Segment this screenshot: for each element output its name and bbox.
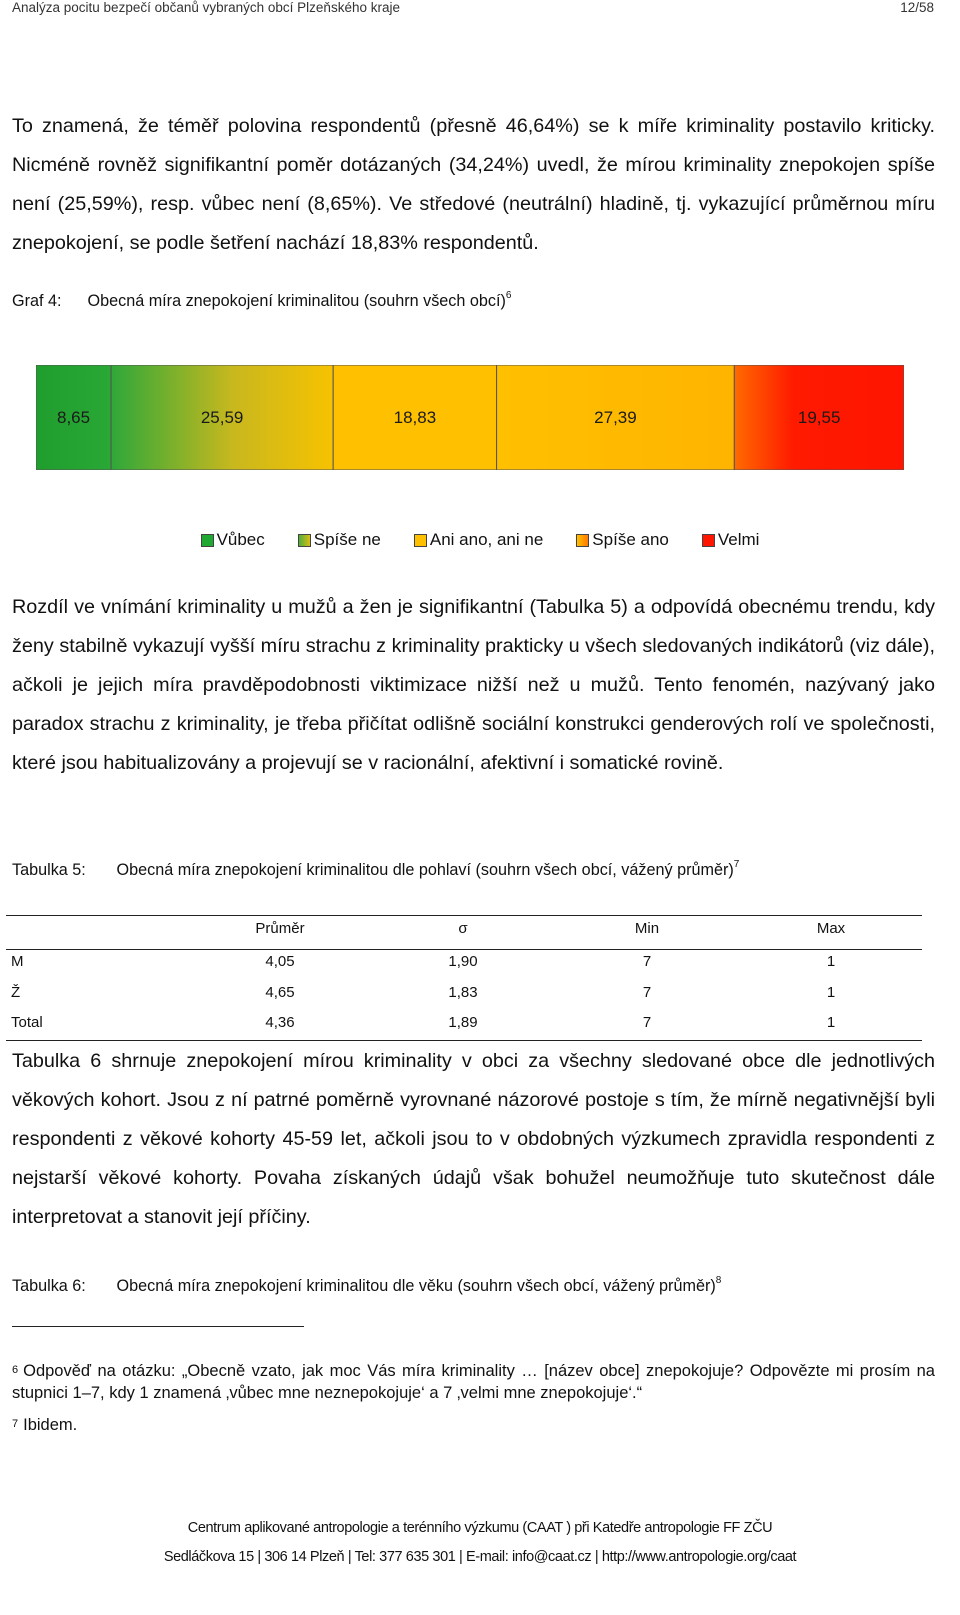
- graph-caption-note: 6: [505, 290, 512, 301]
- table-cell: 1: [826, 984, 836, 1001]
- legend-swatch: [414, 534, 427, 547]
- table5-header-min: Min: [634, 920, 660, 937]
- footnote-text: Odpověď na otázku: „Obecně vzato, jak moc Vás míra kriminality … [název obce] znepokojuje? Odpovězte mi prosím na stupnici 1–7, kdy 1 znamená ‚vůbec mne neznepokojuje‘ a 7 ‚velmi mne znepokojuje‘.“: [12, 1362, 935, 1402]
- footnote-number: 6: [12, 1364, 19, 1376]
- legend-label: Spíše ne: [313, 530, 381, 549]
- table-cell: 1: [826, 953, 836, 970]
- table5-caption: [12, 861, 739, 880]
- bar-value-label: 25,59: [200, 407, 244, 427]
- table5-caption-text: Obecná míra znepokojení kriminalitou dle pohlaví (souhrn všech obcí, vážený průměr): [116, 861, 734, 879]
- table-cell: 4,36: [265, 1014, 295, 1031]
- chart-legend: [0, 530, 960, 550]
- table-top-rule: [6, 915, 922, 916]
- legend-item: [201, 530, 265, 550]
- running-header-title: Analýza pocitu bezpečí občanů vybraných obcí Plzeňského kraje: [12, 0, 400, 15]
- table5-header-max: Max: [816, 920, 846, 937]
- paragraph-age-cohorts: Tabulka 6 shrnuje znepokojení mírou kriminality v obci za všechny sledované obce dle jednotlivých věkových kohort. Jsou z ní patrné poměrně vyrovnané názorové postoje s tím, že mírně negativnější byli respondenti z věkové kohorty 45-59 let, ačkoli jsou to v obdobných výzkumech zpravidla respondenti z nejstarší věkové kohorty. Povaha získaných údajů však bohužel neumožňuje tuto skutečnost dále interpretovat a stanovit její příčiny.: [12, 1050, 935, 1228]
- page-number: 12/58: [900, 0, 934, 15]
- table-cell: 1: [826, 1014, 836, 1031]
- footer-institution: Centrum aplikované antropologie a terénního výzkumu (CAAT ) při Katedře antropologie FF ZČU: [187, 1520, 773, 1536]
- table6-caption-label: Tabulka 6:: [12, 1277, 86, 1295]
- legend-item: [702, 530, 760, 550]
- table5-caption-label: Tabulka 5:: [12, 861, 86, 879]
- bar-value-label: 19,55: [797, 407, 841, 427]
- graph-caption-text: Obecná míra znepokojení kriminalitou (souhrn všech obcí): [87, 292, 506, 310]
- table-cell: 7: [642, 984, 652, 1001]
- bar-value-label: 8,65: [56, 407, 91, 427]
- legend-label: Velmi: [717, 530, 760, 549]
- legend-swatch: [576, 534, 589, 547]
- footnote-7: [12, 1414, 935, 1436]
- legend-item: [298, 530, 381, 550]
- table5: [6, 909, 922, 1049]
- table6-caption: [12, 1277, 721, 1296]
- table5-header-prumer: Průměr: [255, 920, 305, 937]
- legend-label: Ani ano, ani ne: [429, 530, 544, 549]
- footnote-number: 7: [12, 1418, 19, 1430]
- paragraph-intro: To znamená, že téměř polovina respondentů (přesně 46,64%) se k míře kriminality postavilo kriticky. Nicméně rovněž signifikantní poměr dotázaných (34,24%) uvedl, že mírou kriminality znepokojen spíše není (25,59%), resp. vůbec není (8,65%). Ve středové (neutrální) hladině, tj. vykazující průměrnou míru znepokojení, se podle šetření nachází 18,83% respondentů.: [12, 115, 935, 254]
- footnote-6: [12, 1360, 935, 1404]
- bar-value-label: 27,39: [594, 407, 637, 427]
- table-cell: 4,65: [265, 984, 295, 1001]
- footer-contact: Sedláčkova 15 | 306 14 Plzeň | Tel: 377 635 301 | E-mail: info@caat.cz | http://www.antropologie.org/caat: [163, 1549, 797, 1565]
- legend-label: Vůbec: [216, 530, 265, 549]
- bar-value-label: 18,83: [393, 407, 437, 427]
- table5-caption-note: 7: [733, 859, 740, 870]
- table-cell: 1,83: [448, 984, 478, 1001]
- table-row-label: Total: [11, 1014, 43, 1031]
- footnote-separator: [12, 1326, 304, 1327]
- table-cell: 7: [642, 953, 652, 970]
- table-cell: 4,05: [265, 953, 295, 970]
- legend-swatch: [201, 534, 214, 547]
- table6-caption-note: 8: [715, 1275, 722, 1286]
- graph-caption: [12, 292, 511, 311]
- table-header-rule: [6, 949, 922, 950]
- legend-item: [414, 530, 543, 550]
- graph-caption-label: Graf 4:: [12, 292, 62, 310]
- paragraph-gender-difference: Rozdíl ve vnímání kriminality u mužů a žen je signifikantní (Tabulka 5) a odpovídá obecnému trendu, kdy ženy stabilně vykazují vyšší míru strachu z kriminality prakticky u všech sledovaných indikátorů (viz dále), ačkoli je jejich míra pravděpodobnosti viktimizace nižší než u mužů. Tento fenomén, nazývaný jako paradox strachu z kriminality, je třeba přičítat odlišně sociální konstrukci genderových rolí ve společnosti, které jsou habitualizovány a projevují se v racionální, afektivní i somatické rovině.: [12, 596, 935, 774]
- table-cell: 7: [642, 1014, 652, 1031]
- legend-label: Spíše ano: [592, 530, 669, 549]
- stacked-bar-chart: [36, 365, 904, 470]
- table-row-label: Ž: [11, 984, 21, 1001]
- table-bottom-rule: [6, 1040, 922, 1041]
- table-cell: 1,89: [448, 1014, 478, 1031]
- table-cell: 1,90: [448, 953, 478, 970]
- legend-item: [576, 530, 669, 550]
- table5-header-sigma: σ: [458, 920, 468, 937]
- legend-swatch: [298, 534, 311, 547]
- legend-swatch: [702, 534, 715, 547]
- footnote-text: Ibidem.: [23, 1416, 78, 1434]
- table6-caption-text: Obecná míra znepokojení kriminalitou dle věku (souhrn všech obcí, vážený průměr): [116, 1277, 716, 1295]
- table-row-label: M: [11, 953, 24, 970]
